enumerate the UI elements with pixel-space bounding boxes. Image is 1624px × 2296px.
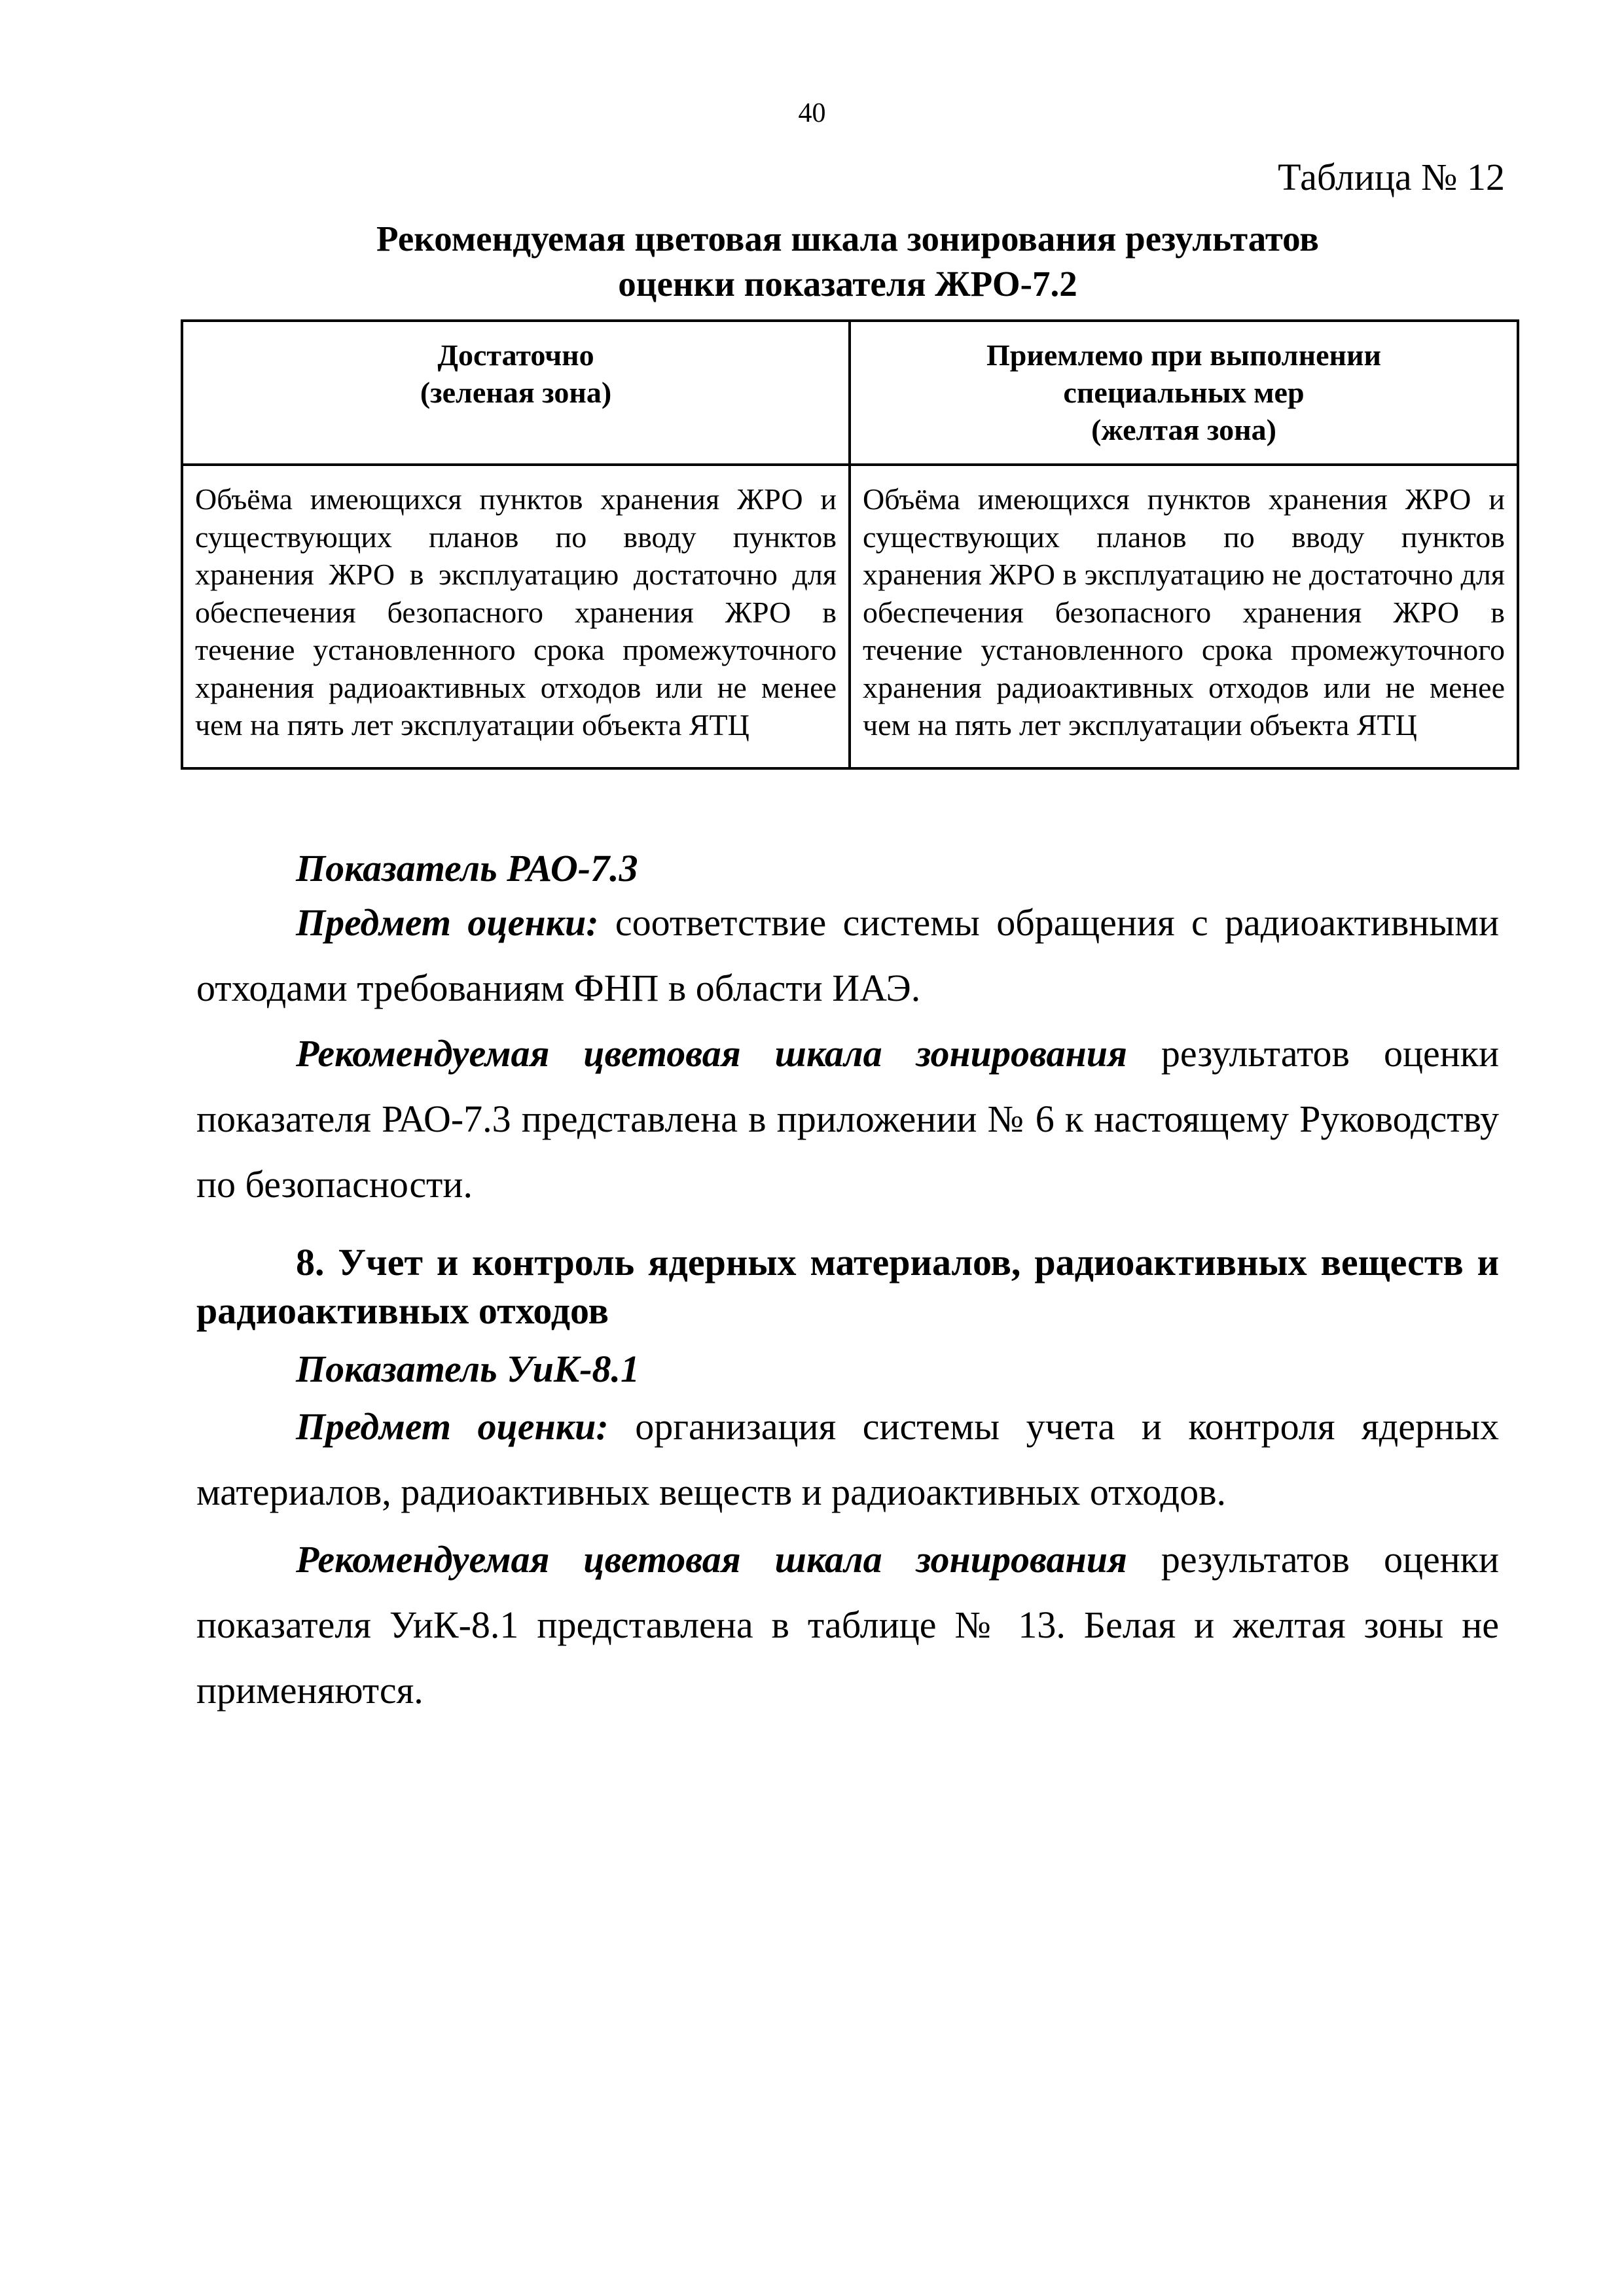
- rao-indicator-title: [196, 844, 1598, 893]
- table-title-line-2: оценки показателя ЖРО-7.2: [618, 264, 1077, 304]
- table-title: [196, 216, 1499, 306]
- header-green-line-2: (зеленая зона): [420, 376, 612, 409]
- section-8-heading: [196, 1238, 1499, 1335]
- header-yellow-line-3: (желтая зона): [1091, 413, 1276, 446]
- rao-subject-paragraph: [196, 890, 1499, 1021]
- uik-scale-text: результатов оценки показателя УиК-8.1 представлена в таблице № 13. Белая и желтая зоны не применяются.: [196, 1538, 1499, 1712]
- uik-scale-label: Рекомендуемая цветовая шкала зонирования: [296, 1538, 1127, 1581]
- table-title-line-1: Рекомендуемая цветовая шкала зонирования результатов: [376, 219, 1319, 259]
- cell-yellow-zone: Объёма имеющихся пунктов хранения ЖРО и существующих планов по вводу пунктов хранения ЖРО в эксплуатацию не достаточно для обеспечения безопасного хранения ЖРО в течение установленного срока промежуточного хранения радиоактивных отходов или не менее чем на пять лет эксплуатации объекта ЯТЦ: [850, 465, 1518, 768]
- rao-subject-label: Предмет оценки:: [296, 901, 599, 944]
- header-green-line-1: Достаточно: [437, 338, 594, 372]
- table-row: [182, 465, 1518, 768]
- header-yellow-line-2: специальных мер: [1063, 376, 1305, 409]
- rao-subject-text: соответствие системы обращения с радиоактивными отходами требованиям ФНП в области ИАЭ.: [196, 901, 1499, 1009]
- uik-subject-paragraph: [196, 1394, 1499, 1525]
- header-green-zone: [182, 321, 850, 465]
- uik-subject-label: Предмет оценки:: [296, 1405, 609, 1448]
- header-yellow-zone: [850, 321, 1518, 465]
- rao-scale-paragraph: [196, 1021, 1499, 1217]
- rao-indicator-label: Показатель РАО-7.3: [296, 847, 638, 889]
- uik-indicator-label: Показатель УиК-8.1: [296, 1348, 640, 1390]
- table-number-label: Таблица № 12: [1278, 156, 1505, 198]
- table-header-row: [182, 321, 1518, 465]
- rao-scale-text: результатов оценки показателя РАО-7.3 представлена в приложении № 6 к настоящему Руководству по безопасности.: [196, 1032, 1499, 1206]
- uik-subject-text: организация системы учета и контроля ядерных материалов, радиоактивных веществ и радиоактивных отходов.: [196, 1405, 1499, 1513]
- uik-scale-paragraph: [196, 1527, 1499, 1723]
- header-yellow-line-1: Приемлемо при выполнении: [986, 338, 1382, 372]
- zone-scale-table: [181, 319, 1519, 770]
- rao-scale-label: Рекомендуемая цветовая шкала зонирования: [296, 1032, 1127, 1075]
- uik-indicator-title: [196, 1345, 1598, 1393]
- section-8-heading-text: 8. Учет и контроль ядерных материалов, радиоактивных веществ и радиоактивных отходов: [196, 1241, 1499, 1332]
- cell-green-zone: Объёма имеющихся пунктов хранения ЖРО и существующих планов по вводу пунктов хранения ЖРО в эксплуатацию достаточно для обеспечения безопасного хранения ЖРО в течение установленного срока промежуточного хранения радиоактивных отходов или не менее чем на пять лет эксплуатации объекта ЯТЦ: [182, 465, 850, 768]
- page-number: 40: [798, 98, 826, 128]
